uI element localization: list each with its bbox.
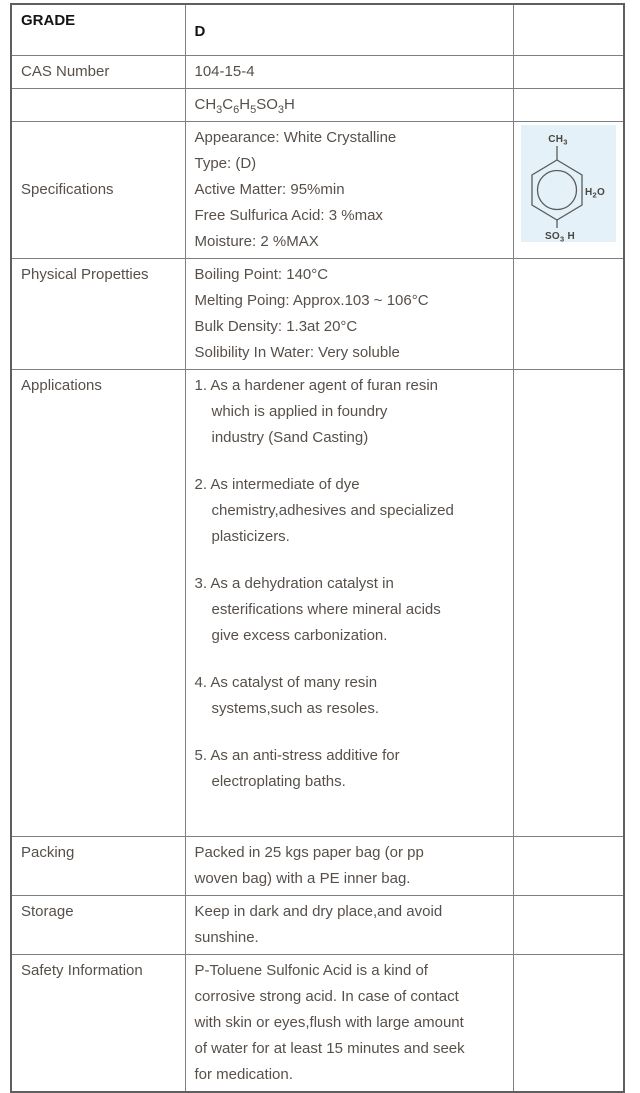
structure-cell: [513, 122, 624, 259]
cas-label-cell: [11, 56, 185, 89]
packing-value-cell: Packed in 25 kgs paper bag (or pp woven bag) with a PE inner bag.: [185, 837, 513, 896]
specifications-label-cell: [11, 122, 185, 259]
applications-label: Applications: [21, 377, 102, 394]
spec-line: Free Sulfurica Acid: 3 %max: [194, 207, 383, 224]
physical-value-cell: [185, 259, 513, 370]
product-spec-table: [10, 3, 625, 1093]
storage-value-cell: Keep in dark and dry place,and avoid sunshine.: [185, 896, 513, 955]
grade-value-cell: [185, 4, 513, 56]
structure-top-label: $CH_3$: [547, 134, 568, 147]
application-item-3: 3. As a dehydration catalyst in esterifications where mineral acids give excess carbonization.: [194, 575, 441, 644]
application-item-5: 5. As an anti-stress additive for electroplating baths.: [194, 747, 400, 790]
chemical-formula: $CH_3C_6H_5SO_3H$: [194, 96, 295, 116]
packing-label-cell: [11, 837, 185, 896]
safety-empty-cell: [513, 955, 624, 1093]
table-row-storage: [11, 896, 624, 955]
grade-value: D: [194, 23, 206, 40]
physical-line: Boiling Point: 140°C: [194, 266, 329, 283]
packing-label: Packing: [21, 844, 75, 861]
table-row-physical-properties: [11, 259, 624, 370]
cas-value: 104-15-4: [194, 63, 255, 80]
table-row-packing: [11, 837, 624, 896]
applications-value-cell: [185, 370, 513, 837]
spec-line: Active Matter: 95%min: [194, 181, 345, 198]
specifications-value-cell: [185, 122, 513, 259]
application-item-1: 1. As a hardener agent of furan resin which is applied in foundry industry (Sand Casting): [194, 377, 438, 446]
structure-bottom-label: $SO_3$ H: [544, 231, 575, 242]
storage-empty-cell: [513, 896, 624, 955]
table-row-formula: [11, 89, 624, 122]
cas-label: CAS Number: [21, 63, 110, 80]
table-row-safety: [11, 955, 624, 1093]
formula-value-cell: [185, 89, 513, 122]
table-row-applications: [11, 370, 624, 837]
formula-empty-cell: [513, 89, 624, 122]
spec-line: Appearance: White Crystalline: [194, 129, 397, 146]
spec-line: Type: (D): [194, 155, 257, 172]
benzene-ring-diagram: [521, 125, 616, 242]
applications-empty-cell: [513, 370, 624, 837]
formula-label-cell: [11, 89, 185, 122]
applications-label-cell: [11, 370, 185, 837]
cas-empty-cell: [513, 56, 624, 89]
packing-empty-cell: [513, 837, 624, 896]
grade-label-cell: [11, 4, 185, 56]
spec-line: Moisture: 2 %MAX: [194, 233, 319, 250]
safety-label: Safety Information: [21, 962, 143, 979]
application-item-2: 2. As intermediate of dye chemistry,adhesives and specialized plasticizers.: [194, 476, 454, 545]
safety-label-cell: [11, 955, 185, 1093]
safety-value-cell: P-Toluene Sulfonic Acid is a kind of corrosive strong acid. In case of contact with skin or eyes,flush with large amount of water for at least 15 minutes and seek for medication.: [185, 955, 513, 1093]
grade-label: GRADE: [21, 12, 76, 29]
table-row-specifications: [11, 122, 624, 259]
specifications-label: Specifications: [21, 181, 114, 198]
physical-line: Melting Poing: Approx.103 ~ 106°C: [194, 292, 429, 309]
storage-label-cell: [11, 896, 185, 955]
physical-line: Solibility In Water: Very soluble: [194, 344, 400, 361]
chemical-structure-image: [521, 125, 616, 242]
storage-label: Storage: [21, 903, 74, 920]
table-row-cas: [11, 56, 624, 89]
table-row-grade: [11, 4, 624, 56]
physical-empty-cell: [513, 259, 624, 370]
physical-label-cell: [11, 259, 185, 370]
physical-label: Physical Propetties: [21, 266, 149, 283]
grade-empty-cell: [513, 4, 624, 56]
structure-right-label: $H_2O$: [584, 187, 605, 200]
cas-value-cell: [185, 56, 513, 89]
physical-line: Bulk Density: 1.3at 20°C: [194, 318, 358, 335]
application-item-4: 4. As catalyst of many resin systems,such as resoles.: [194, 674, 380, 717]
